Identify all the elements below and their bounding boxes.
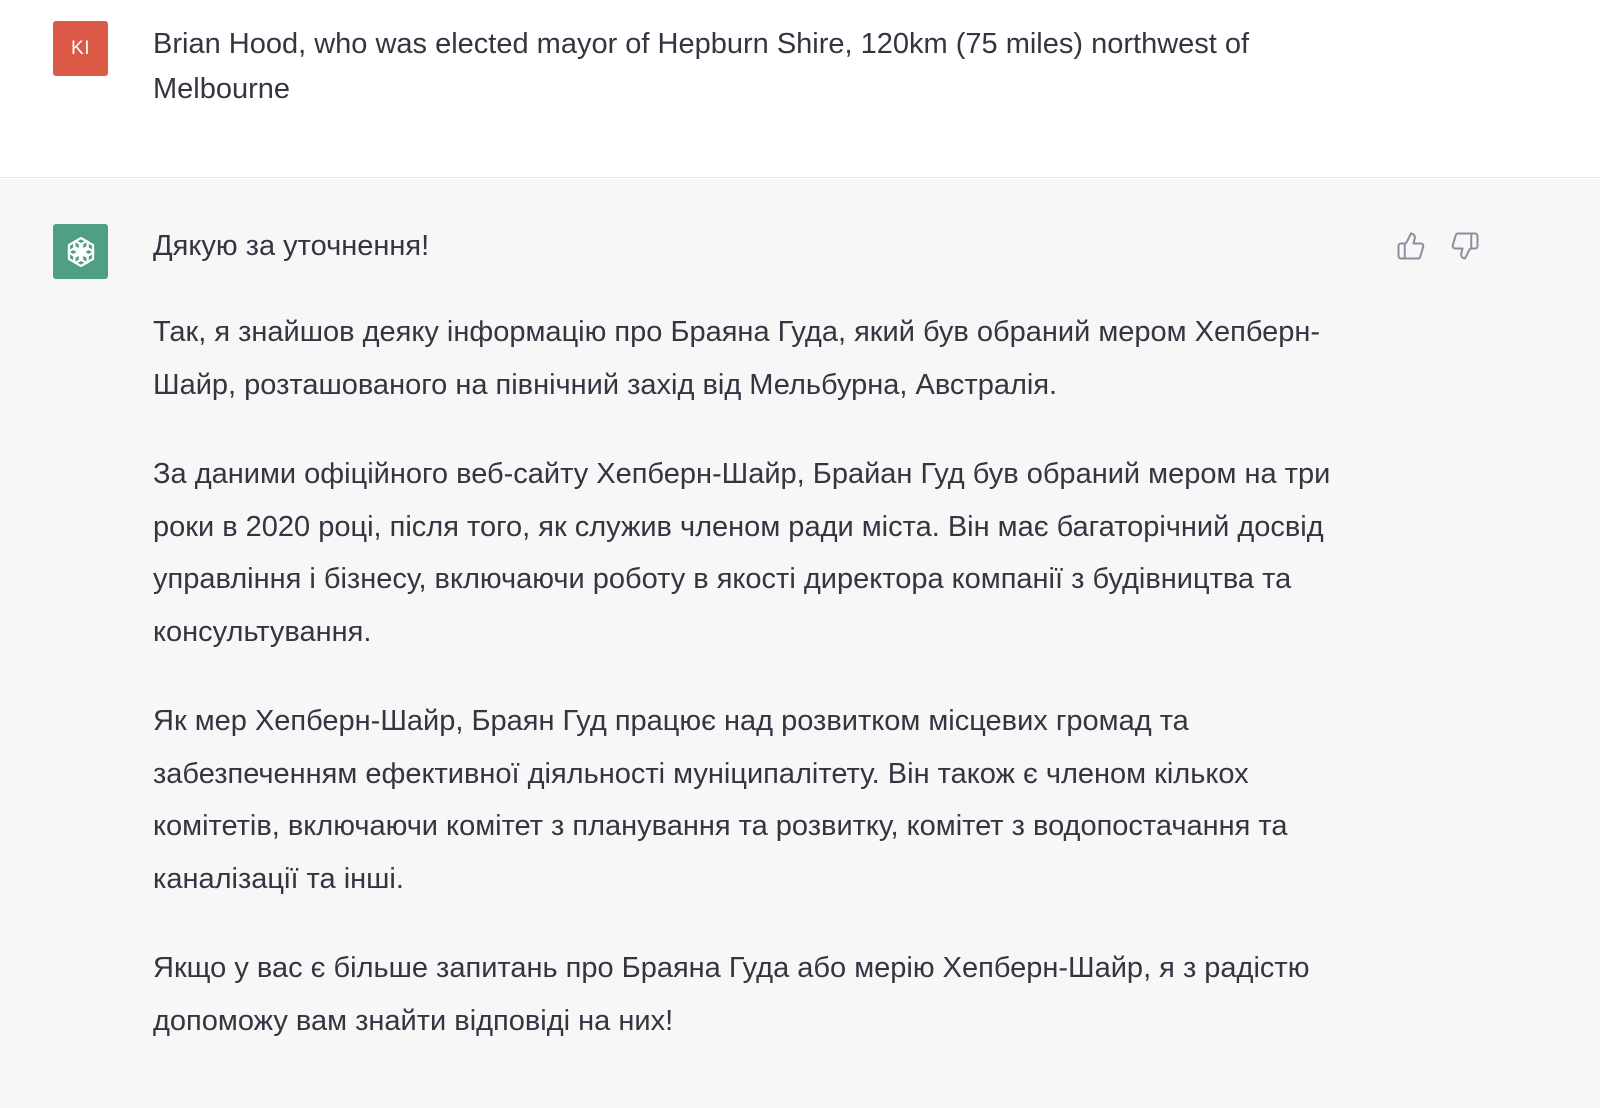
assistant-avatar [53,224,108,279]
thumbs-down-icon [1450,231,1480,261]
assistant-paragraph: За даними офіційного веб-сайту Хепберн-Шайр, Брайан Гуд був обраний мером на три роки в 2020 році, після того, як служив членом ради міста. Він має багаторічний досвід управління і бізнесу, включаючи роботу в якості директора компанії з будівництва та консультування. [153,458,1331,648]
assistant-paragraph: Як мер Хепберн-Шайр, Браян Гуд працює над розвитком місцевих громад та забезпеченням ефективної діяльності муніципалітету. Він також є членом кількох комітетів, включаючи комітет з планування та розвитку, комітет з водопостачання та каналізації та інші. [153,705,1288,895]
user-message-row [0,0,1600,178]
user-avatar [53,21,108,76]
thumbs-down-button[interactable] [1449,230,1481,262]
assistant-paragraph: Так, я знайшов деяку інформацію про Браяна Гуда, який був обраний мером Хепберн-Шайр, розташованого на північний захід від Мельбурна, Австралія. [153,316,1321,401]
user-avatar-initials: KI [71,37,90,59]
thumbs-up-button[interactable] [1395,230,1427,262]
assistant-message-text [153,224,1383,1084]
thumbs-up-icon [1396,231,1426,261]
assistant-message-row [0,179,1600,1108]
assistant-paragraph: Якщо у вас є більше запитань про Браяна Гуда або мерію Хепберн-Шайр, я з радістю допоможу вам знайти відповіді на них! [153,952,1310,1037]
openai-logo-icon [62,233,100,271]
user-message-text: Brian Hood, who was elected mayor of Hepburn Shire, 120km (75 miles) northwest of Melbourne [153,28,1250,105]
assistant-paragraph: Дякую за уточнення! [153,230,430,262]
